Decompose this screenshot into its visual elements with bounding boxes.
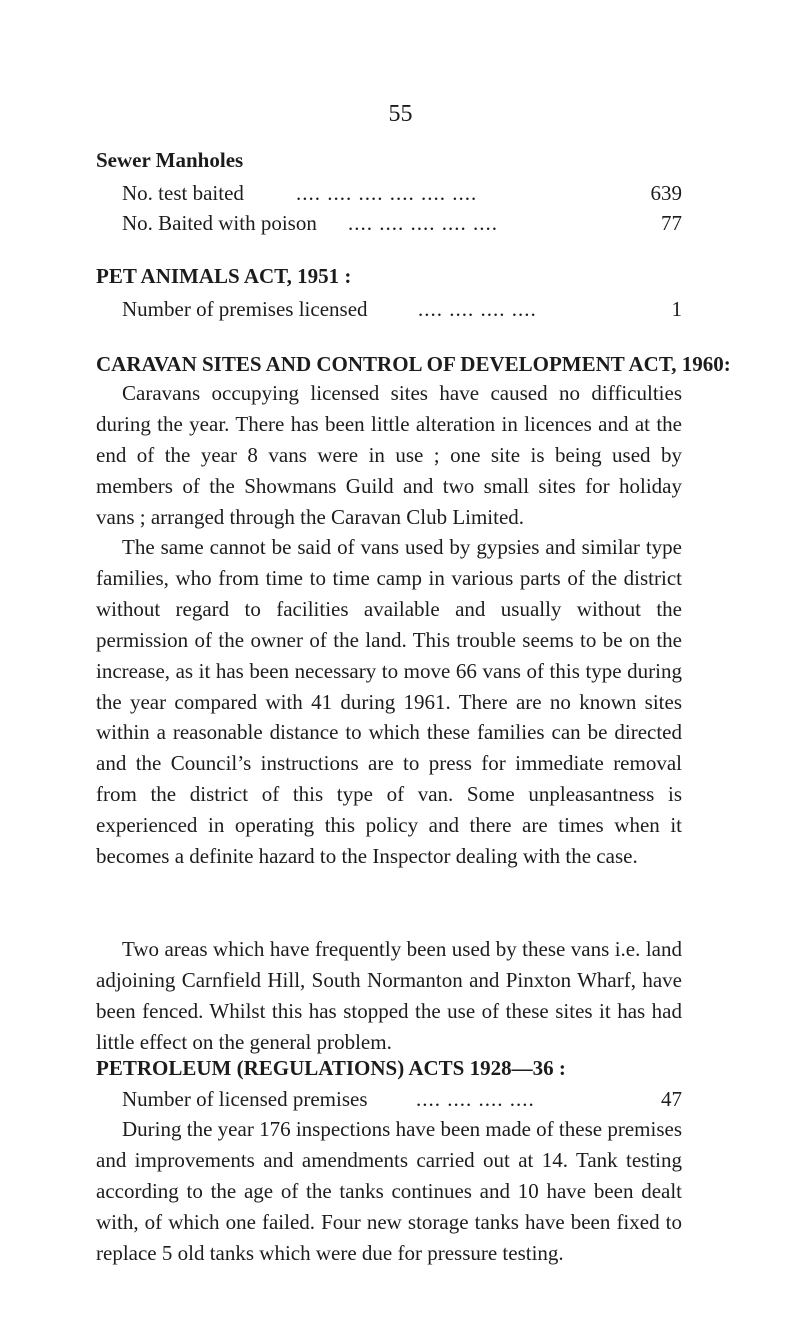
row-value: 639 (650, 181, 682, 205)
row-value: 47 (661, 1087, 682, 1111)
sewer-row-test-baited (122, 178, 682, 208)
row-label: No. Baited with poison (122, 211, 317, 235)
row-label: Number of premises licensed (122, 297, 368, 321)
pet-animals-row-premises (122, 294, 682, 324)
petroleum-paragraph: During the year 176 inspections have been made of these premises and improvements and amendments carried out at 14. Tank testing according to the age of the tanks continues and 10 have been dealt with, of which one failed. Four new storage tanks have been fixed to replace 5 old tanks which were due for pressure testing. (96, 1117, 682, 1265)
petroleum-acts-heading: PETROLEUM (REGULATIONS) ACTS 1928—36 : (96, 1056, 566, 1080)
caravan-paragraph-3: Two areas which have frequently been used by these vans i.e. land adjoining Carnfield Hill, South Normanton and Pinxton Wharf, have been fenced. Whilst this has stopped the use of these sites it has had little effect on the general problem. (96, 937, 682, 1054)
caravan-paragraph-1: Caravans occupying licensed sites have caused no difficulties during the year. There has been little alteration in licences and at the end of the year 8 vans were in use ; one site is being used by members of the Showmans Guild and two small sites for holiday vans ; arranged through the Caravan Club Limited. (96, 381, 682, 529)
sewer-manholes-heading: Sewer Manholes (96, 148, 244, 172)
page-number: 55 (388, 101, 413, 127)
sewer-row-baited-with-poison (122, 208, 682, 238)
row-value: 77 (661, 211, 682, 235)
leader-dots: .... .... .... .... .... (348, 211, 498, 235)
leader-dots: .... .... .... .... .... .... (296, 181, 478, 205)
caravan-sites-heading: CARAVAN SITES AND CONTROL OF DEVELOPMENT ACT, 1960: (96, 352, 731, 376)
caravan-paragraph-2: The same cannot be said of vans used by gypsies and similar type families, who from time to time camp in various parts of the district without regard to facilities available and usually without the permission of the owner of the land. This trouble seems to be on the increase, as it has been necessary to move 66 vans of this type during the year compared with 41 during 1961. There are no known sites within a reasonable distance to which these families can be directed and the Council’s instructions are to press for immediate removal from the district of this type of van. Some unpleasantness is experienced in operating this policy and there are times when it becomes a definite hazard to the Inspector dealing with the case. (96, 535, 682, 869)
row-label: Number of licensed premises (122, 1087, 368, 1111)
pet-animals-act-heading: PET ANIMALS ACT, 1951 : (96, 264, 352, 288)
leader-dots: .... .... .... .... (418, 297, 537, 321)
row-label: No. test baited (122, 181, 244, 205)
row-value: 1 (671, 297, 682, 321)
petroleum-row-licensed-premises (122, 1084, 682, 1114)
leader-dots: .... .... .... .... (416, 1087, 535, 1111)
